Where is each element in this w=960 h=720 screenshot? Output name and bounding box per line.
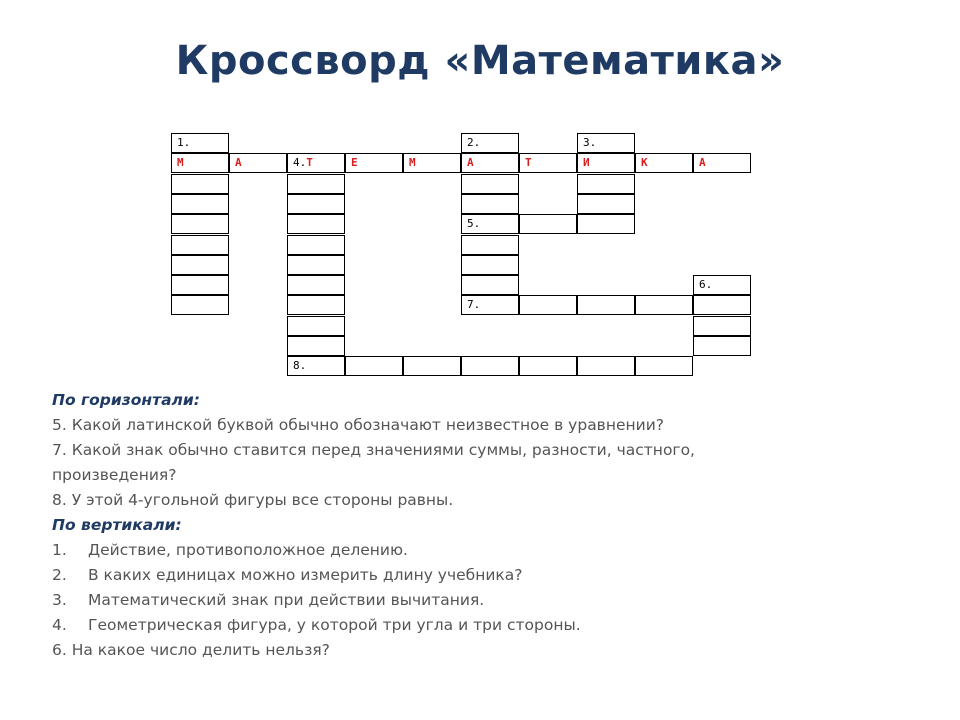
crossword-cell[interactable] xyxy=(171,214,229,234)
crossword-cell[interactable] xyxy=(287,153,345,173)
cell-letter: Т xyxy=(306,156,313,170)
crossword-cell[interactable] xyxy=(171,255,229,275)
down-clue-4 xyxy=(52,613,912,638)
crossword-cell[interactable] xyxy=(461,356,519,376)
cell-number: 6. xyxy=(699,278,713,292)
crossword-cell[interactable] xyxy=(577,356,635,376)
crossword-cell[interactable] xyxy=(461,295,519,315)
crossword-cell[interactable] xyxy=(171,174,229,194)
crossword-cell[interactable] xyxy=(693,275,751,295)
crossword-cell[interactable] xyxy=(171,194,229,214)
down-clue-2 xyxy=(52,563,912,588)
down-clue-number: 4. xyxy=(52,616,67,634)
across-clue-7: 7. Какой знак обычно ставится перед значениями суммы, разности, частного, произведения? xyxy=(52,441,695,484)
crossword-cell[interactable] xyxy=(287,356,345,376)
crossword-cell[interactable] xyxy=(577,194,635,214)
crossword-cell[interactable] xyxy=(519,356,577,376)
down-clue-text: Геометрическая фигура, у которой три угла и три стороны. xyxy=(88,616,581,634)
cell-number: 5. xyxy=(467,217,481,231)
crossword-cell[interactable] xyxy=(287,174,345,194)
crossword-cell[interactable] xyxy=(287,295,345,315)
cell-number: 7. xyxy=(467,298,481,312)
down-clue-number: 3. xyxy=(52,591,67,609)
down-clue-number: 1. xyxy=(52,541,67,559)
crossword-cell[interactable] xyxy=(577,153,635,173)
crossword-cell[interactable] xyxy=(229,153,287,173)
crossword-cell[interactable] xyxy=(345,153,403,173)
crossword-cell[interactable] xyxy=(461,235,519,255)
across-clue-8: 8. У этой 4-угольной фигуры все стороны равны. xyxy=(52,491,454,509)
down-clue-text: Математический знак при действии вычитания. xyxy=(88,591,485,609)
crossword-cell[interactable] xyxy=(287,235,345,255)
cell-letter: И xyxy=(583,156,590,170)
crossword-cell[interactable] xyxy=(577,214,635,234)
crossword-cell[interactable] xyxy=(577,174,635,194)
cell-number: 2. xyxy=(467,136,481,149)
down-clue-text: В каких единицах можно измерить длину учебника? xyxy=(88,566,523,584)
crossword-cell[interactable] xyxy=(519,295,577,315)
down-clue-text: Действие, противоположное делению. xyxy=(88,541,408,559)
cell-letter: Е xyxy=(351,156,358,170)
crossword-cell[interactable] xyxy=(461,214,519,234)
crossword-cell[interactable] xyxy=(403,153,461,173)
cell-letter: К xyxy=(641,156,648,170)
crossword-cell[interactable] xyxy=(519,153,577,173)
crossword-cell[interactable] xyxy=(345,356,403,376)
across-heading: По горизонтали: xyxy=(52,391,200,409)
crossword-cell[interactable] xyxy=(287,316,345,336)
crossword-cell[interactable] xyxy=(171,133,229,153)
crossword-cell[interactable] xyxy=(635,295,693,315)
crossword-cell[interactable] xyxy=(693,316,751,336)
down-clue-6: 6. На какое число делить нельзя? xyxy=(52,641,330,659)
crossword-cell[interactable] xyxy=(461,275,519,295)
crossword-cell[interactable] xyxy=(635,356,693,376)
down-clue-number: 2. xyxy=(52,566,67,584)
crossword-cell[interactable] xyxy=(461,255,519,275)
crossword-cell[interactable] xyxy=(171,275,229,295)
page-title: Кроссворд «Математика» xyxy=(175,38,785,84)
crossword-cell[interactable] xyxy=(635,153,693,173)
crossword-cell[interactable] xyxy=(171,295,229,315)
down-clue-3 xyxy=(52,588,912,613)
crossword-cell[interactable] xyxy=(577,133,635,153)
crossword-cell[interactable] xyxy=(693,295,751,315)
crossword-cell[interactable] xyxy=(693,336,751,356)
crossword-cell[interactable] xyxy=(171,153,229,173)
cell-letter: М xyxy=(177,156,184,170)
crossword-cell[interactable] xyxy=(461,194,519,214)
cell-letter: М xyxy=(409,156,416,170)
clues-section xyxy=(52,388,912,663)
crossword-cell[interactable] xyxy=(287,275,345,295)
crossword-cell[interactable] xyxy=(577,295,635,315)
cell-letter: Т xyxy=(525,156,532,170)
down-heading: По вертикали: xyxy=(52,516,182,534)
crossword-cell[interactable] xyxy=(461,153,519,173)
across-clue-5: 5. Какой латинской буквой обычно обозначают неизвестное в уравнении? xyxy=(52,416,665,434)
cell-number: 1. xyxy=(177,136,191,149)
crossword-cell[interactable] xyxy=(519,214,577,234)
cell-number: 8. xyxy=(293,359,307,373)
crossword-cell[interactable] xyxy=(171,235,229,255)
crossword-cell[interactable] xyxy=(403,356,461,376)
crossword-cell[interactable] xyxy=(693,153,751,173)
cell-letter: А xyxy=(699,156,706,170)
crossword-cell[interactable] xyxy=(287,214,345,234)
crossword-cell[interactable] xyxy=(287,194,345,214)
cell-number: 4. xyxy=(293,156,307,170)
cell-number: 3. xyxy=(583,136,597,149)
crossword-cell[interactable] xyxy=(287,336,345,356)
crossword-cell[interactable] xyxy=(287,255,345,275)
crossword-cell[interactable] xyxy=(461,174,519,194)
down-clue-1 xyxy=(52,538,912,563)
cell-letter: А xyxy=(235,156,242,170)
crossword-cell[interactable] xyxy=(461,133,519,153)
cell-letter: А xyxy=(467,156,474,170)
